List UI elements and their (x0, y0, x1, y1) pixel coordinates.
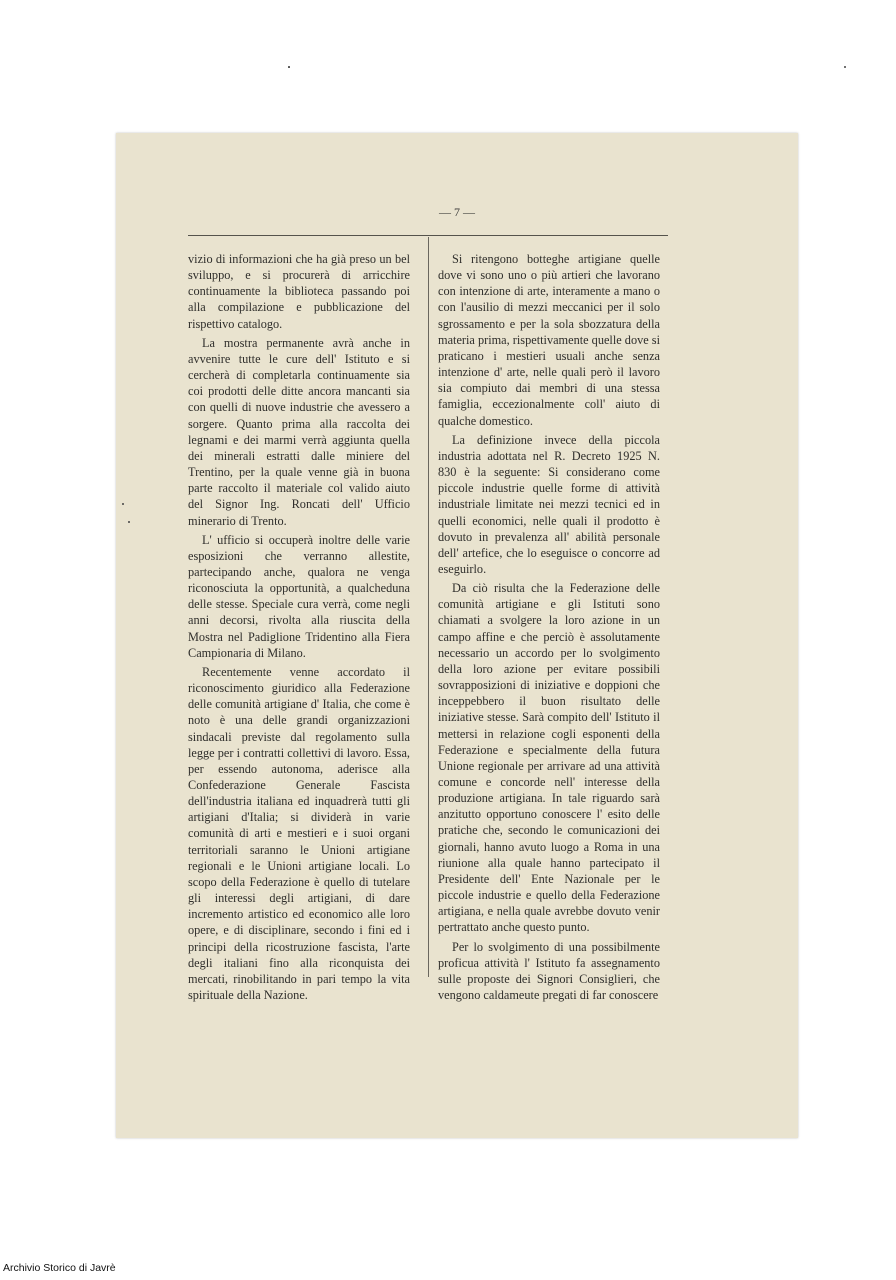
column-divider (428, 237, 429, 977)
paragraph: Recentemente venne accordato il riconoscimento giuridico alla Federazione delle comunità artigiane d' Italia, che come è noto è una delle grandi organizzazioni sindacali previste dal regolamento sulla legge per i contratti collettivi di lavoro. Essa, per essendo autonoma, aderisce alla Confederazione Generale Fascista dell'industria italiana ed inquadrerà tutti gli artigiani d'Italia; si dividerà in varie comunità di arti e mestieri e i suoi organi territoriali saranno le Unioni artigiane regionali e le Unioni artigiane locali. Lo scopo della Federazione è quello di tutelare gli interessi degli artigiani, di dare incremento artistico ed economico alle loro opere, e di disciplinare, secondo i fini ed i principi della ricostruzione fascista, l'arte degli italiani fino alla riconquista dei mercati, rinobilitando in pari tempo la vita spirituale della Nazione. (188, 664, 410, 1003)
left-column (188, 251, 410, 1003)
scan-speck (844, 66, 846, 68)
scan-speck (122, 503, 124, 505)
header-rule (188, 235, 668, 236)
paragraph: La mostra permanente avrà anche in avvenire tutte le cure dell' Istituto e si cercherà di completarla continuamente sia coi prodotti delle ditte ancora mancanti sia con quelli di nuove industrie che avessero a sorgere. Quanto prima alla raccolta dei legnami e dei marmi verrà aggiunta quella dei minerali estratti dalle miniere del Trentino, per la quale venne già in buona parte raccolto il materiale col valido aiuto del Signor Ing. Roncati dell' Ufficio minerario di Trento. (188, 335, 410, 528)
paragraph: vizio di informazioni che ha già preso un bel sviluppo, e si procurerà di arricchire continuamente la biblioteca passando poi alla compilazione e pubblicazione del rispettivo catalogo. (188, 252, 410, 331)
paragraph: Da ciò risulta che la Federazione delle comunità artigiane e gli Istituti sono chiamati a svolgere la loro azione in un campo affine e che perciò è assolutamente necessario un accordo per lo svolgimento della loro azione per evitare possibili sovrapposizioni di iniziative e doppioni che inceppebbero il buon risultato delle iniziative stesse. Sarà compito dell' Istituto il mettersi in relazione cogli esponenti della Federazione e specialmente della futura Unione regionale per arrivare ad una attività comune e concorde nell' interesse della produzione artigiana. In tale riguardo sarà anzitutto opportuno conoscere l' esito delle pratiche che, secondo le comunicazioni dei giornali, hanno avuto luogo a Roma in una riunione alla quale hanno partecipato il Presidente dell' Ente Nazionale per le piccole industrie e quello della Federazione artigiana, e nella quale avrebbe dovuto venir pertrattato anche questo punto. (438, 581, 660, 935)
document-page (116, 133, 798, 1138)
page-number: — 7 — (439, 205, 475, 219)
archive-watermark: Archivio Storico di Javrè (3, 1262, 116, 1274)
right-column (438, 251, 660, 1003)
scan-speck (288, 66, 290, 68)
paragraph: Si ritengono botteghe artigiane quelle dove vi sono uno o più artieri che lavorano con intenzione di arte, interamente a mano o con l'ausilio di mezzi meccanici per il solo sgrossamento e per la sola sbozzatura della materia prima, rispettivamente quelle dove si praticano i mestieri usuali anche senza intenzione d' arte, nelle quali però il lavoro sia compiuto dai membri di una stessa famiglia, eccezionalmente coll' aiuto di qualche domestico. (438, 252, 660, 428)
scan-speck (128, 521, 130, 523)
paragraph: Per lo svolgimento di una possibilmente proficua attività l' Istituto fa assegnamento sulle proposte dei Signori Consiglieri, che vengono caldameute pregati di far conoscere (438, 939, 660, 1003)
paragraph: La definizione invece della piccola industria adottata nel R. Decreto 1925 N. 830 è la seguente: Si considerano come piccole industrie quelle forme di attività industriale limitate nei mezzi tecnici ed in quelli economici, nelle quali il prodotto è dovuto in prevalenza all' abilità personale dell' artefice, che lo eseguisce o concorre ad eseguirlo. (438, 432, 660, 576)
paragraph: L' ufficio si occuperà inoltre delle varie esposizioni che verranno allestite, partecipando anche, qualora ne venga riconosciuta la opportunità, a qualcheduna delle stesse. Speciale cura verrà, come negli anni decorsi, rivolta alla riuscita della Mostra nel Padiglione Tridentino alla Fiera Campionaria di Milano. (188, 532, 410, 660)
